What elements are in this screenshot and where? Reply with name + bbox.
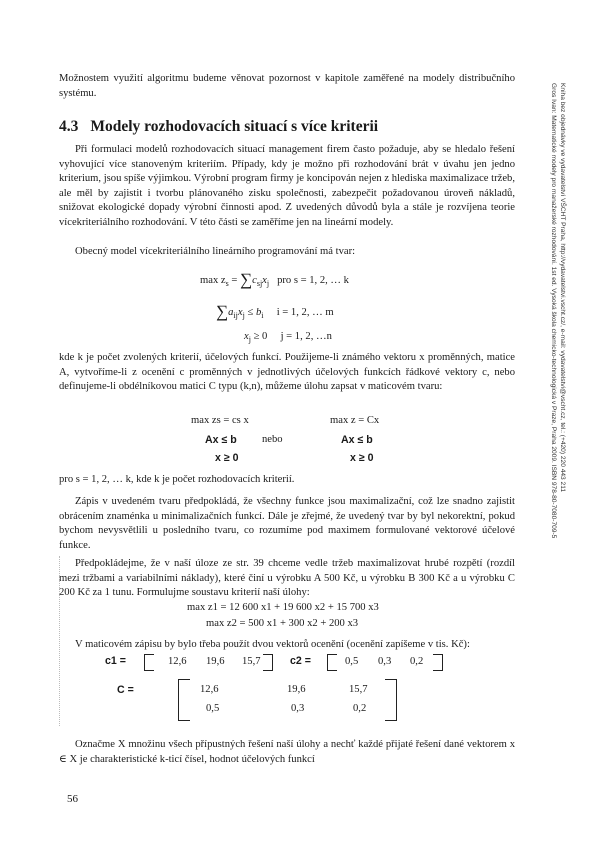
section-title: Modely rozhodovacích situací s více kriterii xyxy=(90,118,379,135)
paragraph-2: Obecný model vícekriteriálního lineárního programování má tvar: xyxy=(75,246,356,257)
side-citation-line-1: Gros Ivan: Matematické modely pro manažerské rozhodování. 1st ed. Vysoká škola chemicko-technologická v Praze, Praha 2009. ISBN 978-80-7080-709-5 xyxy=(550,83,557,539)
section-heading xyxy=(59,118,378,136)
paragraph-4: pro s = 1, 2, … k, kde k je počet rozhodovacích kriterií. xyxy=(59,474,295,485)
section-number: 4.3 xyxy=(59,118,79,135)
matrix-C-cell: 0,2 xyxy=(353,703,367,714)
side-citation-line-2: Kniha bez objednávky ve vydavatelství VŠCHT Praha, http://vydavatelstvi.vscht.cz/, e-mail: vydavatelstvi@vscht.cz, tel.: (+420) 220 443 211 xyxy=(559,83,566,493)
c1-right-bracket xyxy=(263,654,273,671)
c2-label: c2 = xyxy=(290,655,311,667)
formula-constraint: $\sum a_{ij}x_j \le b_i$ i = 1, 2, … m xyxy=(216,302,334,321)
matrix-form-left-2: Ax ≤ b xyxy=(205,434,237,446)
intro-paragraph: Možnostem využití algoritmu budeme věnovat pozornost v kapitole zaměřené na modely distribučního systému. xyxy=(59,73,515,99)
matrix-C-cell: 19,6 xyxy=(287,684,306,695)
paragraph-3: kde k je počet zvolených kriterií, účelových funkcí. Použijeme-li známého vektoru x proměnných, matice A, vytvoříme-li z ocenění c proměnných v jednotlivých účelových funkcích řádkové vektory c, nebo definujeme-li obdélníkovou matici C typu (k,n), můžeme úlohu zapsat v maticovém tvaru: xyxy=(59,352,515,393)
paragraph-7: V maticovém zápisu by bylo třeba použít dvou vektorů ocenění (ocenění zapíšeme v tis. Kč): xyxy=(75,639,470,650)
matrix-C-label: C = xyxy=(117,684,134,696)
c1-value: 12,6 xyxy=(168,656,187,667)
formula-objective: $\max z_s = \sum c_{sj}x_j$ pro s = 1, 2, … k xyxy=(200,270,349,289)
matrix-form-right-3: x ≥ 0 xyxy=(350,452,374,464)
side-citation xyxy=(546,83,572,583)
c1-value: 15,7 xyxy=(242,656,261,667)
formula-nonnegativity: $x_j \ge 0$ j = 1, 2, …n xyxy=(244,331,332,345)
matrix-form-or: nebo xyxy=(262,434,283,445)
matrix-form-right-1: max z = Cx xyxy=(330,415,380,426)
c1-value: 19,6 xyxy=(206,656,225,667)
formula-z1: max z1 = 12 600 x1 + 19 600 x2 + 15 700 x3 xyxy=(187,602,379,613)
page-number: 56 xyxy=(67,793,78,805)
paragraph-5: Zápis v uvedeném tvaru předpokládá, že všechny funkce jsou maximalizační, což lze snadno zajistit obrácením znaménka u minimalizačních funkcí. Dále je zřejmé, že uvedený tvar by byl nekorektní, pokud bychom nevysvětlili u posledního tvaru, co rozumíme pod maximem formulované vektorové účelové funkce. xyxy=(59,496,515,551)
c2-value: 0,5 xyxy=(345,656,359,667)
c1-left-bracket xyxy=(144,654,154,671)
paragraph-8: Označme X množinu všech přípustných řešení naší úlohy a nechť každé přijaté řešení dané vektorem x ∈ X je charakteristické k-ticí čísel, hodnot účelových funkcí xyxy=(59,739,515,765)
matrix-C-right-bracket xyxy=(385,679,397,721)
matrix-C-cell: 0,5 xyxy=(206,703,220,714)
paragraph-6: Předpokládejme, že v naší úloze ze str. 39 chceme vedle tržeb maximalizovat hrubé rozpětí (rozdíl mezi tržbami a variabilními náklady), které činí u výrobku A 500 Kč, u výrobku B 300 Kč a u výrobku C 200 Kč za 1 tunu. Formulujme soustavu kriterií naší úlohy: xyxy=(59,558,515,599)
formula-z2: max z2 = 500 x1 + 300 x2 + 200 x3 xyxy=(206,618,359,629)
c2-left-bracket xyxy=(327,654,337,671)
matrix-form-left-1: max zs = cs x xyxy=(191,415,249,426)
c2-right-bracket xyxy=(433,654,443,671)
matrix-form-left-3: x ≥ 0 xyxy=(215,452,239,464)
matrix-C-cell: 12,6 xyxy=(200,684,219,695)
paragraph-1: Při formulaci modelů rozhodovacích situací management firem často požaduje, aby se hledalo řešení vyhovující více stanoveným kriteriím. Případy, kdy je možno při rozhodování brát v úvahu jen jedno kriterium, jsou spíše výjimkou. Výrobní program firmy je koncipován nejen z hlediska maximalizace tržeb, ale měl by zajistit i tvorbu plánovaného zisku společnosti, zabezpečit požadovanou úroveň nákladů, snižovat ekologické dopady výrobní činnosti apod. Z uvedených důvodů byla a stále je rozvíjena teorie vícekriteriálního rozhodování. V této části se zaměříme jen na lineární modely. xyxy=(59,144,515,228)
c2-value: 0,2 xyxy=(410,656,424,667)
matrix-form-right-2: Ax ≤ b xyxy=(341,434,373,446)
c2-value: 0,3 xyxy=(378,656,392,667)
matrix-C-cell: 0,3 xyxy=(291,703,305,714)
matrix-C-left-bracket xyxy=(178,679,190,721)
matrix-C-cell: 15,7 xyxy=(349,684,368,695)
c1-label: c1 = xyxy=(105,655,126,667)
